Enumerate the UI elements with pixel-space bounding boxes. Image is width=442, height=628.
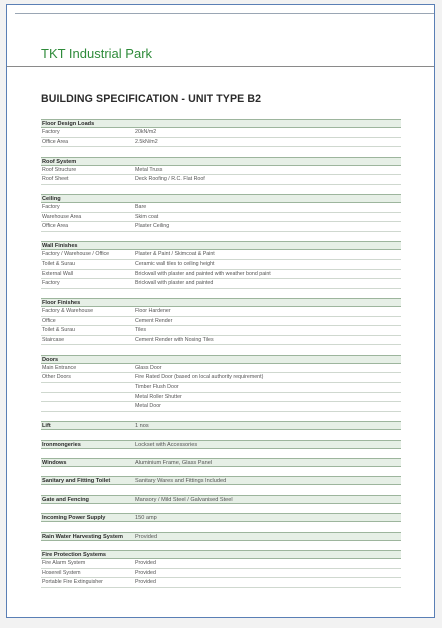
spec-row-value: Timber Flush Door bbox=[135, 384, 179, 391]
section-heading-label: Wall Finishes bbox=[42, 243, 78, 250]
section-heading-label: Incoming Power Supply bbox=[42, 515, 106, 522]
section-heading bbox=[41, 355, 401, 364]
section-heading-value: Lockset with Accessories bbox=[135, 441, 198, 448]
section-heading bbox=[41, 298, 401, 307]
section-heading-label: Windows bbox=[42, 460, 67, 466]
spec-row-value: Metal Truss bbox=[135, 166, 163, 173]
section-heading-label: Fire Protection Systems bbox=[42, 551, 107, 558]
spec-row-label: Roof Structure bbox=[42, 166, 77, 173]
spec-row-label: Factory bbox=[42, 280, 60, 287]
section-heading bbox=[41, 532, 401, 541]
section-heading-label: Sanitary and Fitting Toilet bbox=[42, 478, 111, 485]
brand-name: TKT Industrial Park bbox=[41, 46, 153, 61]
spec-row bbox=[41, 279, 401, 289]
spec-row bbox=[41, 138, 401, 148]
spec-row-value: Metal Door bbox=[135, 403, 161, 410]
section-heading-label: Ironmongeries bbox=[42, 441, 81, 448]
spec-row bbox=[41, 317, 401, 327]
spec-row-value: Plaster & Paint / Skimcoat & Paint bbox=[135, 251, 215, 258]
section-heading bbox=[41, 440, 401, 449]
spec-row-label: Office bbox=[42, 317, 56, 324]
spec-row-label: External Wall bbox=[42, 270, 74, 277]
section-heading-label: Lift bbox=[42, 423, 51, 430]
spec-section bbox=[41, 241, 401, 288]
spec-row-label: Toilet & Surau bbox=[42, 327, 75, 334]
spec-row-label: Staircase bbox=[42, 336, 65, 343]
section-heading-label: Ceiling bbox=[42, 196, 61, 203]
spec-row bbox=[41, 260, 401, 270]
spec-row-value: Metal Roller Shutter bbox=[135, 393, 182, 400]
section-heading-value: Sanitary Wares and Fittings Included bbox=[135, 478, 227, 485]
section-heading-label: Rain Water Harvesting System bbox=[42, 533, 123, 540]
brand-rule bbox=[7, 66, 434, 67]
spec-row-value: Cement Render with Nosing Tiles bbox=[135, 336, 214, 343]
section-heading-value: 150 amp bbox=[135, 515, 157, 522]
section-heading-value: Aluminium Frame, Glass Panel bbox=[135, 460, 213, 466]
spec-row bbox=[41, 578, 401, 588]
spec-row-label: Hosereil System bbox=[42, 569, 81, 576]
spec-section bbox=[41, 355, 401, 412]
spec-row-label: Fire Alarm System bbox=[42, 559, 86, 566]
spec-row-value: Plaster Ceiling bbox=[135, 223, 170, 230]
section-heading bbox=[41, 421, 401, 430]
section-heading bbox=[41, 194, 401, 203]
spec-row bbox=[41, 402, 401, 412]
spec-row bbox=[41, 326, 401, 336]
section-heading-label: Roof System bbox=[42, 158, 77, 165]
spec-row-value: Brickwall with plaster and painted bbox=[135, 280, 214, 287]
spec-row-value: Ceramic wall tiles to ceiling height bbox=[135, 260, 215, 267]
spec-row-value: Skim coat bbox=[135, 213, 159, 220]
section-heading bbox=[41, 157, 401, 166]
spec-row-value: Provided bbox=[135, 579, 156, 586]
specification-table bbox=[41, 119, 401, 588]
spec-row-label: Warehouse Area bbox=[42, 213, 82, 220]
spec-row-label: Portable Fire Extinguisher bbox=[42, 579, 103, 586]
spec-row bbox=[41, 336, 401, 346]
document-title: BUILDING SPECIFICATION - UNIT TYPE B2 bbox=[41, 93, 262, 105]
spec-row bbox=[41, 393, 401, 403]
section-heading bbox=[41, 513, 401, 522]
spec-row-label: Main Entrance bbox=[42, 364, 77, 371]
spec-row-label: Office Area bbox=[42, 138, 69, 145]
spec-row bbox=[41, 222, 401, 232]
spec-row-value: Fire Rated Door (based on local authority requirement) bbox=[135, 374, 264, 381]
section-heading bbox=[41, 119, 401, 128]
spec-row-value: Provided bbox=[135, 569, 156, 576]
spec-row-label: Office Area bbox=[42, 223, 69, 230]
spec-section bbox=[41, 157, 401, 185]
spec-row-label: Factory bbox=[42, 129, 60, 135]
spec-row-value: Bare bbox=[135, 204, 147, 211]
spec-row-value: Brickwall with plaster and painted with weather bond paint bbox=[135, 270, 271, 277]
spec-row-label: Toilet & Surau bbox=[42, 260, 75, 267]
spec-section bbox=[41, 298, 401, 345]
spec-row bbox=[41, 250, 401, 260]
section-heading bbox=[41, 458, 401, 467]
spec-section bbox=[41, 513, 401, 522]
spec-row bbox=[41, 559, 401, 569]
spec-row-value: Tiles bbox=[135, 327, 146, 334]
spec-section bbox=[41, 495, 401, 504]
spec-row bbox=[41, 569, 401, 579]
section-heading-label: Floor Design Loads bbox=[42, 121, 95, 127]
spec-row-label: Factory & Warehouse bbox=[42, 308, 94, 315]
spec-row-value: Deck Roofing / R.C. Flat Roof bbox=[135, 176, 205, 183]
spec-row bbox=[41, 203, 401, 213]
section-heading-value: Mansory / Mild Steel / Galvanised Steel bbox=[135, 496, 233, 503]
spec-section bbox=[41, 532, 401, 541]
section-heading-label: Floor Finishes bbox=[42, 300, 81, 307]
spec-row-value: Cement Render bbox=[135, 317, 173, 324]
spec-row-value: 20kN/m2 bbox=[135, 129, 157, 135]
spec-row bbox=[41, 175, 401, 185]
spec-row-value: Provided bbox=[135, 559, 156, 566]
spec-section bbox=[41, 421, 401, 430]
spec-row bbox=[41, 373, 401, 383]
spec-row bbox=[41, 166, 401, 176]
spec-row-value: Glass Door bbox=[135, 364, 162, 371]
spec-row bbox=[41, 307, 401, 317]
spec-row-label: Other Doors bbox=[42, 374, 71, 381]
spec-row bbox=[41, 364, 401, 374]
spec-row-label: Factory / Warehouse / Office bbox=[42, 251, 110, 258]
section-heading bbox=[41, 241, 401, 250]
spec-row-label: Factory bbox=[42, 204, 60, 211]
section-heading bbox=[41, 495, 401, 504]
spec-row-label: Roof Sheet bbox=[42, 176, 69, 183]
section-heading-label: Doors bbox=[42, 356, 59, 363]
section-heading-value: 1 nos bbox=[135, 423, 149, 430]
section-heading-value: Provided bbox=[135, 533, 158, 540]
spec-row bbox=[41, 270, 401, 280]
section-heading bbox=[41, 476, 401, 485]
spec-row bbox=[41, 128, 401, 138]
spec-section bbox=[41, 476, 401, 485]
section-heading-label: Gate and Fencing bbox=[42, 496, 89, 503]
spec-row bbox=[41, 383, 401, 393]
spec-section bbox=[41, 119, 401, 147]
spec-section bbox=[41, 550, 401, 588]
spec-row-value: Floor Hardener bbox=[135, 308, 171, 315]
top-rule bbox=[15, 13, 434, 14]
spec-section bbox=[41, 458, 401, 467]
spec-section bbox=[41, 194, 401, 232]
spec-row bbox=[41, 213, 401, 223]
document-page bbox=[6, 4, 435, 618]
spec-section bbox=[41, 440, 401, 449]
section-heading bbox=[41, 550, 401, 559]
spec-row-value: 2.5kN/m2 bbox=[135, 138, 158, 145]
